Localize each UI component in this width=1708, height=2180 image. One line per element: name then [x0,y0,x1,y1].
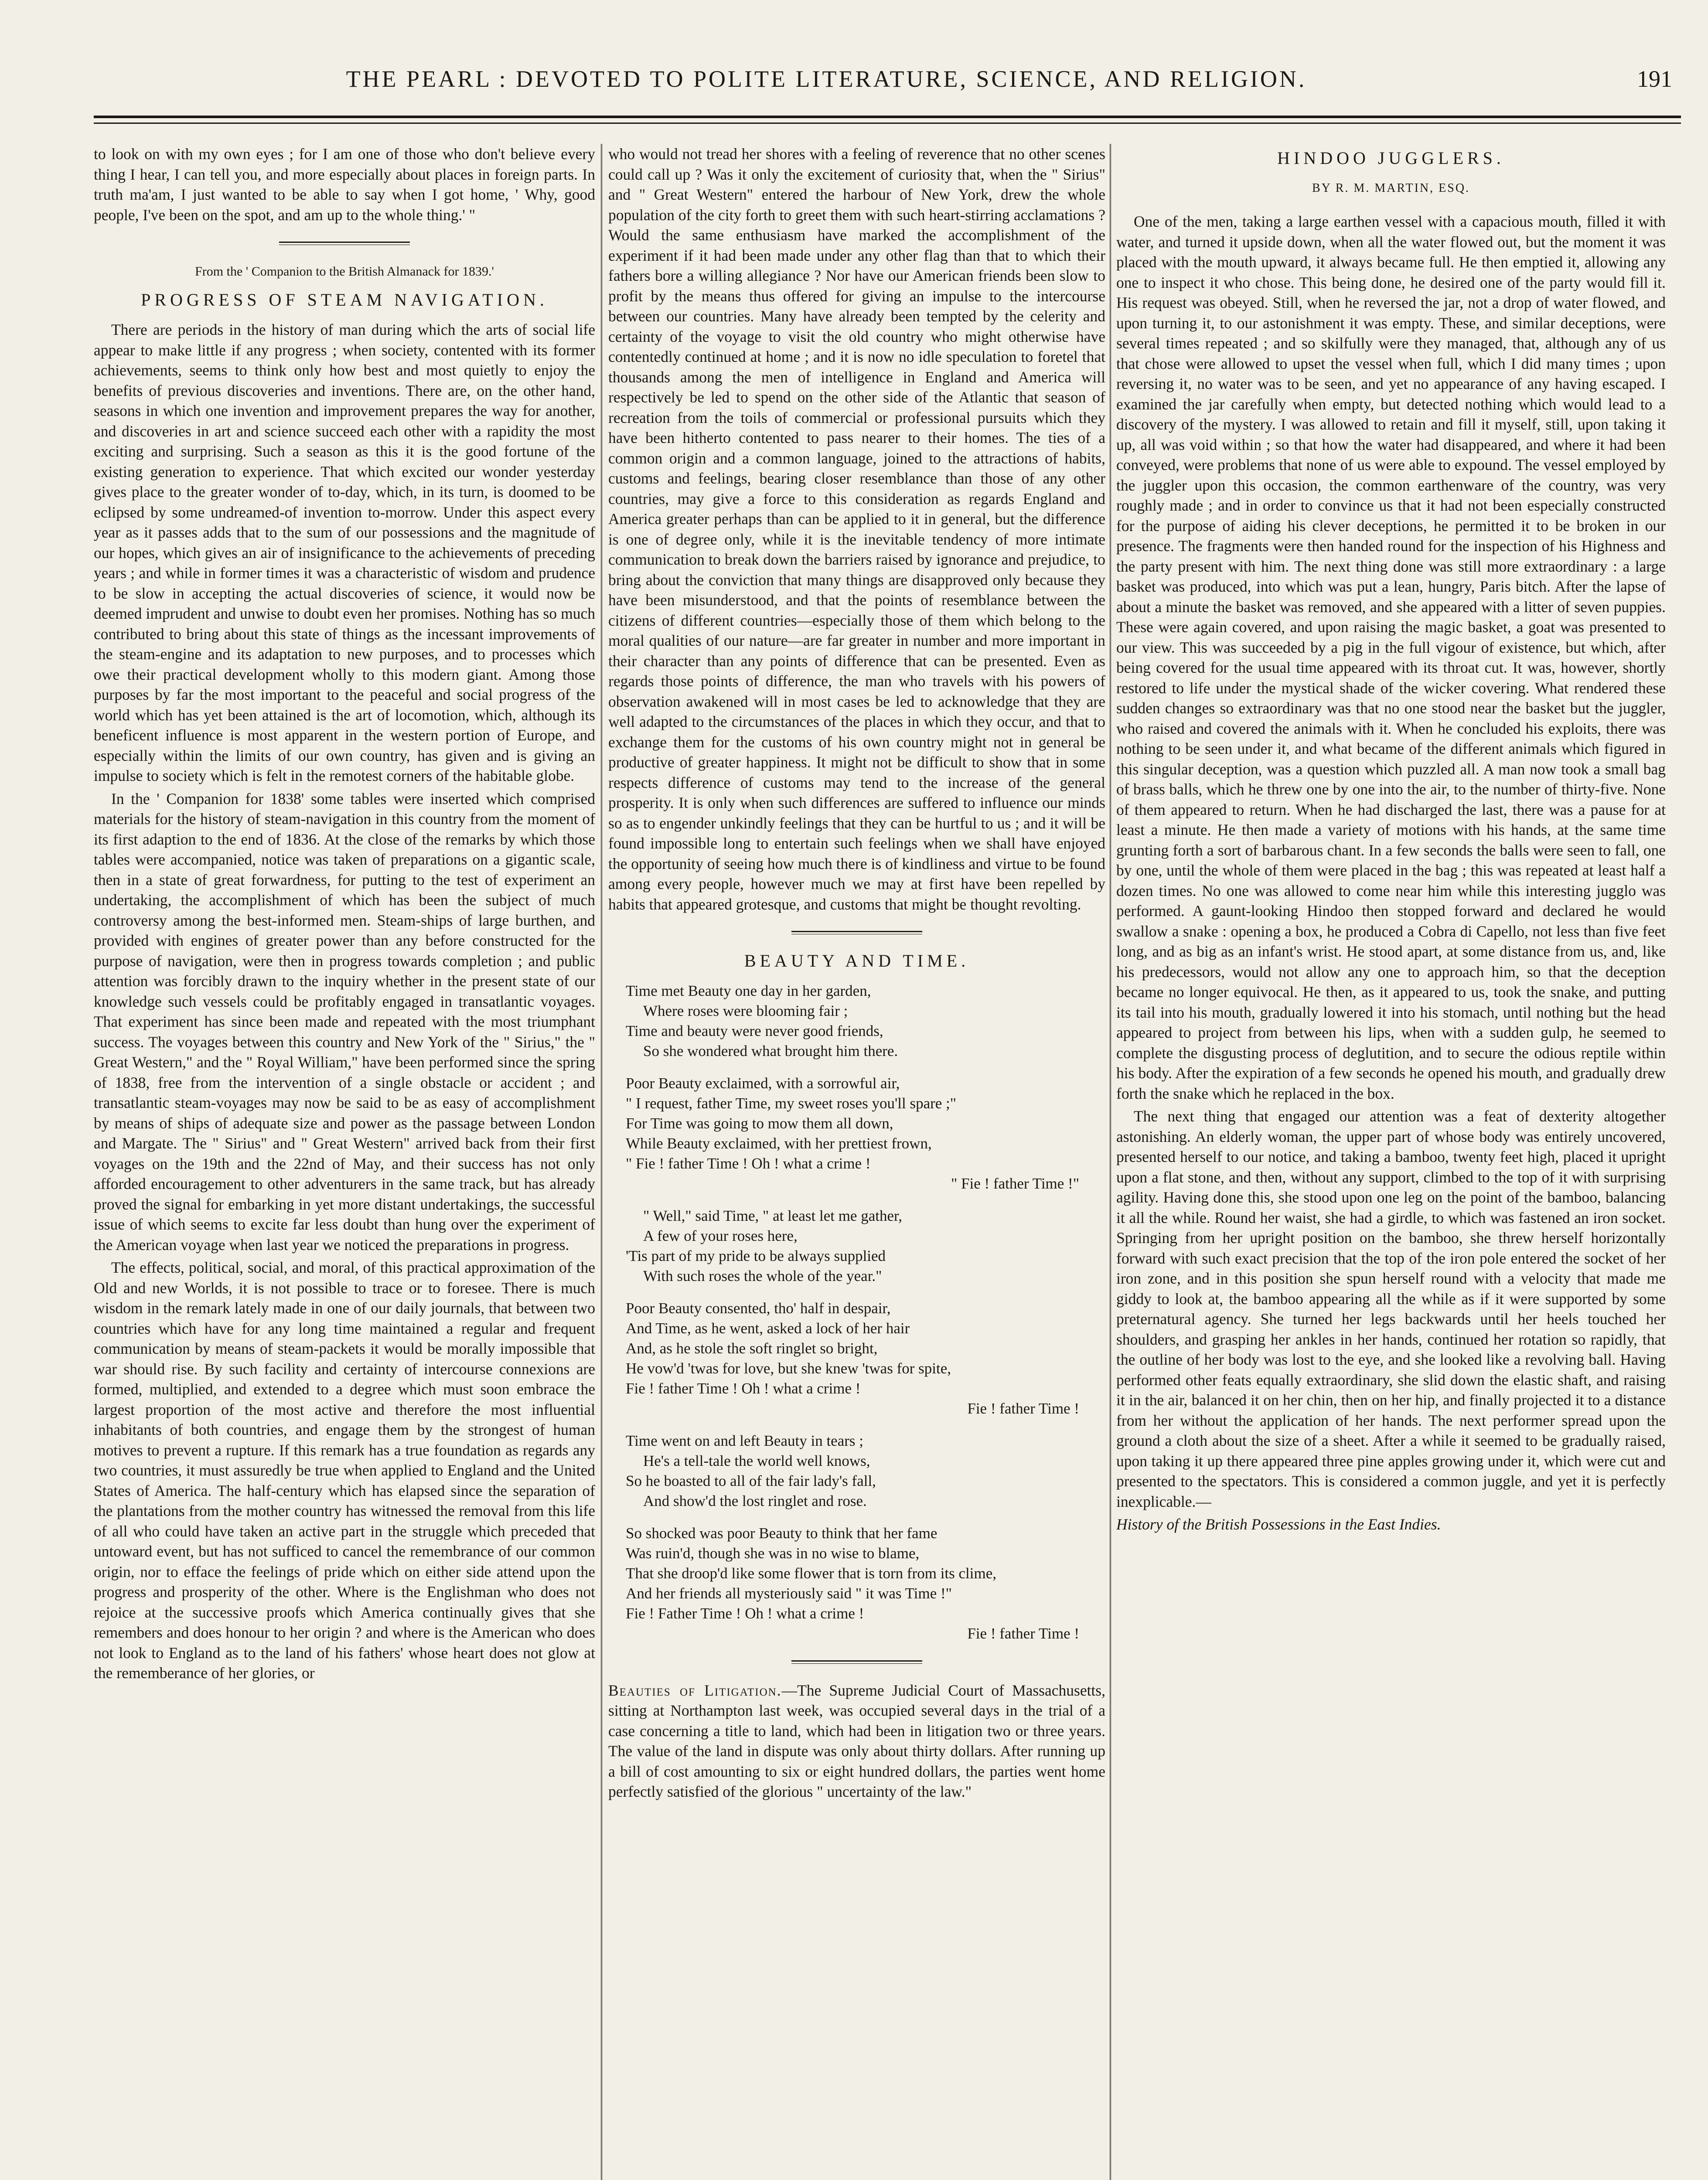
poem-line: " I request, father Time, my sweet roses you'll spare ;" [626,1094,957,1112]
poem-line: Where roses were blooming fair ; [643,1002,848,1019]
poem-line: And Time, as he went, asked a lock of her hair [626,1319,910,1337]
poem-line: And show'd the lost ringlet and rose. [643,1492,867,1509]
intro-paragraph: to look on with my own eyes ; for I am one of those who don't believe every thing I hear, I can tell you, and more especially about places in foreign parts. In truth ma'am, I just wanted to be able to say when I got home, ' Why, good people, I've been on the spot, and am up to the whole thing.' " [94,145,595,224]
poem-line: He's a tell-tale the world well knows, [643,1452,870,1469]
page-header [94,65,1690,113]
article-paragraph: There are periods in the history of man during which the arts of social life appear to make little if any progress ; when society, contented with its former achievements, seems to think only how best and most quietly to enjoy the benefits of previous discoveries and inventions. There are, on the other hand, seasons in which one invention and improvement prepares the way for another, and discoveries in art and science succeed each other with a rapidity the most exciting and surprising. Such a season as this it is the good fortune of the existing generation to experience. That which excited our wonder yesterday gives place to the greater wonder of to-day, which, in its turn, is doomed to be eclipsed by some undreamed-of invention to-morrow. Under this aspect every year as it passes adds that to the sum of our possessions and the magnitude of our hopes, which gives an air of insignificance to the achievements of preceding years ; and while in former times it was a characteristic of wisdom and prudence to be slow in accepting the actual discoveries of science, it would now be deemed imprudent and unwise to doubt even her promises. Nothing has so much contributed to bring about this state of things as the incessant improvements of the steam-engine and its adaptation to new purposes, and to processes which owe their practical development wholly to this modern giant. Among those purposes by far the most important to the peaceful and social progress of the world which has yet been attained is the art of locomotion, which, although its beneficent influence is most apparent in the western portion of Europe, and especially within the limits of our own country, has given and is giving an impulse to society which is felt in the remotest corners of the habitable globe. [94,321,595,784]
poem-line: Was ruin'd, though she was in no wise to blame, [626,1544,920,1562]
section-divider [279,242,410,245]
poem-line: For Time was going to mow them all down, [626,1114,893,1132]
section-title: PROGRESS OF STEAM NAVIGATION. [141,290,548,310]
header-rule [94,116,1681,124]
poem-line: Fie ! father Time ! [967,1625,1079,1642]
column-divider-2 [1110,144,1111,2180]
litigation-paragraph [608,1680,1105,1802]
poem-line: So he boasted to all of the fair lady's fall, [626,1472,876,1489]
citation: History of the British Possessions in the East Indies. [1116,1516,1441,1533]
poem-line: Fie ! father Time ! [967,1400,1079,1417]
poem-line: A few of your roses here, [643,1227,798,1244]
section-divider [791,931,922,934]
article-paragraph: In the ' Companion for 1838' some tables were inserted which comprised materials for the history of steam-navigation in this country from the moment of its first adaption to the end of 1836. At the close of the remarks by which those tables were accompanied, notice was taken of preparations on a gigantic scale, then in a state of great forwardness, for putting to the test of experiment an undertaking, the accomplishment of which has been the subject of much controversy among the best-informed men. Steam-ships of large burthen, and provided with engines of greater power than any before constructed for the purpose of navigation, were then in progress towards completion ; and public attention was forcibly drawn to the inquiry whether in the present state of our knowledge such vessels could be profitably engaged in transatlantic voyages. That experiment has since been made and repeated with the most triumphant success. The voyages between this country and New York of the " Sirius," the " Great Western," and the " Royal William," have been performed since the spring of 1838, free from the intervention of a single obstacle or accident ; and transatlantic steam-voyages may now be said to be as easy of accomplishment by means of ships of adequate size and power as the passage between London and Margate. The " Sirius" and " Great Western" arrived back from their first voyages on the 19th and the 22nd of May, and their success has not only afforded encouragement to other adventurers in the same track, but has already proved the signal for embarking in yet more distant undertakings, the successful issue of which seems to excite far less doubt than hung over the experiment of the American voyage when last year we noticed the preparations in progress. [94,790,595,1254]
poem-line: So she wondered what brought him there. [643,1042,898,1059]
poem-line: Fie ! Father Time ! Oh ! what a crime ! [626,1604,864,1622]
poem [626,981,1105,1644]
source-line: From the ' Companion to the British Almanack for 1839.' [195,264,494,279]
litigation-heading: Beauties of Litigation. [608,1681,782,1699]
poem-stanza [626,1206,1105,1286]
article-paragraph: The effects, political, social, and moral, of this practical approximation of the Old and new Worlds, it is not possible to trace or to foresee. There is much wisdom in the remark lately made in one of our daily journals, that between two countries which have for any long time maintained a regular and frequent communication by means of steam-packets it would be morally impossible that war should rise. By such facility and certainty of intercourse connexions are formed, multiplied, and extended to a degree which must soon embrace the largest proportion of the most active and therefore the most influential inhabitants of both countries, and engage them by the strongest of human motives to prevent a rupture. If this remark has a true foundation as regards any two countries, it must assuredly be true when applied to England and the United States of America. The half-century which has elapsed since the separation of the plantations from the mother country has witnessed the removal from this life of all who could have taken an active part in the struggle which preceded that untoward event, but has not sufficed to cancel the remembrance of our common origin, nor to efface the feelings of pride which on either side attend upon the progress and prosperity of the other. Where is the Englishman who does not rejoice at the successive proofs which America continually gives that she remembers and does honour to her origin ? and where is the American who does not look to England as to the land of his fathers' whose heart does not glow at the rememberance of her glories, or [94,1259,595,1682]
page-number: 191 [1637,66,1672,92]
poem-title: BEAUTY AND TIME. [744,951,970,971]
article-paragraph: The next thing that engaged our attention was a feat of dexterity altogether astonishing. An elderly woman, the upper part of whose body was entirely uncovered, presented herself to our notice, and taking a bamboo, twenty feet high, placed it upright upon a flat stone, and then, without any support, climbed to the top of it with surprising agility. Having done this, she stood upon one leg on the point of the bamboo, balancing it all the while. Round her waist, she had a girdle, to which was fastened an iron socket. Springing from her upright position on the bamboo, she threw herself horizontally forward with such exact precision that the top of the iron pole entered the socket of her iron zone, and in this position she spun herself round with a velocity that made me giddy to look at, the bamboo appearing all the while as if it were supported by some preternatural agency. She turned her legs backwards until her heels touched her shoulders, and grasping her ankles in her hands, continued her rotation so rapidly, that the outline of her body was lost to the eye, and she looked like a revolving ball. Having performed other feats equally extraordinary, she slid down the elastic shaft, and raising it in the air, balanced it on her chin, then on her hip, and finally projected it to a distance from her without the application of her hands. The next performer spread upon the ground a cloth about the size of a sheet. After a while it seemed to be gradually raised, upon taking it up there appeared three pine apples growing under it, which were cut and presented to the spectators. This is considered a common juggle, and yet it is perfectly inexplicable.— [1116,1107,1666,1510]
column-1 [94,144,595,2180]
article-paragraph: who would not tread her shores with a feeling of reverence that no other scenes could call up ? Was it only the excitement of curiosity that, when the " Sirius" and " Great Western" entered the harbour of New York, drew the whole population of the city forth to greet them with such heart-stirring acclamations ? Would the same enthusiasm have marked the accomplishment of the experiment if it had been made under any other flag than that to which their fathers bore a willing allegiance ? Nor have our American friends been slow to profit by the means thus offered for giving an impulse to the intercourse between our countries. Many have already been tempted by the celerity and certainty of the voyage to visit the old country who might otherwise have contentedly continued at home ; and it is now no idle speculation to foretel that thousands among the men of intelligence in England and America will respectively be led to spend on the other side of the Atlantic that season of recreation from the toils of commercial or professional pursuits which they have been hitherto contented to pass nearer to their homes. The ties of a common origin and a common language, joined to the attractions of habits, customs and feelings, bearing closer resemblance than those of any other countries, may give a force to this consideration as regards England and America greater perhaps than can be applied to it in general, but the difference is one of degree only, while it is the inevitable tendency of more intimate communication to break down the barriers raised by ignorance and prejudice, to bring about the conviction that many things are disapproved only because they have been misunderstood, and that the points of resemblance between the citizens of different countries—especially those of them which belong to the moral qualities of our nature—are far greater in number and more important in their character than any points of difference that can be presented. Even as regards those points of difference, the man who travels with his powers of observation awakened will in most cases be led to acknowledge that they are well adapted to the circumstances of the places in which they occur, and that to exchange them for the customs of his own country might not in general be productive of greater happiness. It might not be difficult to show that in some respects difference of customs may tend to the increase of the general prosperity. It is only when such differences are suffered to influence our minds so as to engender unkindly feelings that they can be hurtful to us ; and it will be found impossible long to entertain such feelings when we shall have enjoyed the opportunity of seeing how much there is of kindliness and virtue to be found among every people, however much we may at first have been repelled by habits that appeared grotesque, and customs that might be thought revolting. [608,145,1105,913]
poem-stanza [626,1073,1105,1194]
column-divider-1 [601,144,602,2180]
column-3 [1116,144,1666,2180]
poem-line: And, as he stole the soft ringlet so bright, [626,1339,878,1357]
poem-line: He vow'd 'twas for love, but she knew 'twas for spite, [626,1359,951,1377]
poem-line: Poor Beauty exclaimed, with a sorrowful air, [626,1074,900,1092]
poem-line: 'Tis part of my pride to be always supplied [626,1247,886,1264]
poem-stanza [626,1298,1105,1419]
litigation-text: —The Supreme Judicial Court of Massachusetts, sitting at Northampton last week, was occupied several days in the trial of a case concerning a title to land, which had been in litigation two or three years. The value of the land in dispute was only about thirty dollars. After running up a bill of cost amounting to six or eight hundred dollars, the parties went home perfectly satisfied of the glorious " uncertainty of the law." [608,1681,1105,1800]
poem-line: While Beauty exclaimed, with her prettiest frown, [626,1134,932,1152]
poem-line: That she droop'd like some flower that is torn from its clime, [626,1564,997,1582]
poem-line: Time went on and left Beauty in tears ; [626,1432,863,1449]
article-title: HINDOO JUGGLERS. [1277,148,1505,168]
poem-stanza [626,1431,1105,1511]
poem-line: So shocked was poor Beauty to think that her fame [626,1524,938,1542]
byline: BY R. M. MARTIN, ESQ. [1312,181,1470,195]
poem-line: Fie ! father Time ! Oh ! what a crime ! [626,1380,861,1397]
poem-line: " Well," said Time, " at least let me gather, [643,1207,903,1224]
poem-line: " Fie ! father Time !" [951,1175,1079,1192]
poem-line: Time met Beauty one day in her garden, [626,982,871,999]
poem-stanza [626,981,1105,1061]
section-divider [791,1660,922,1664]
poem-line: " Fie ! father Time ! Oh ! what a crime ! [626,1155,871,1172]
poem-line: Time and beauty were never good friends, [626,1022,883,1039]
poem-line: And her friends all mysteriously said " it was Time !" [626,1584,952,1602]
column-2 [608,144,1105,2180]
journal-title: THE PEARL : DEVOTED TO POLITE LITERATURE, SCIENCE, AND RELIGION. [346,66,1307,92]
poem-stanza [626,1523,1105,1644]
article-paragraph: One of the men, taking a large earthen vessel with a capacious mouth, filled it with water, and turned it upside down, when all the water flowed out, but the moment it was placed with the mouth upward, it always became full. He then emptied it, allowing any one to inspect it who chose. This being done, he desired one of the party would fill it. His request was obeyed. Still, when he reversed the jar, not a drop of water flowed, and upon turning it, to our astonishment it was empty. These, and similar deceptions, were several times repeated ; and so skilfully were they managed, that, although any of us that chose were allowed to upset the vessel when full, which I did many times ; upon reversing it, no water was to be seen, and yet no appearance of any having escaped. I examined the jar carefully when empty, but detected nothing which would lead to a discovery of the mystery. I was allowed to retain and fill it myself, still, upon taking it up, all was void within ; so that how the water had disappeared, and where it had been conveyed, were problems that none of us were able to expound. The vessel employed by the juggler upon this occasion, the common earthenware of the country, was very roughly made ; and in order to convince us that it had not been especially constructed for the purpose of aiding his clever deceptions, he permitted it to be broken in our presence. The fragments were then handed round for the inspection of his Highness and the party present with him. The next thing done was still more extraordinary : a large basket was produced, into which was put a lean, hungry, Paris bitch. After the lapse of about a minute the basket was removed, and she appeared with a litter of seven puppies. These were again covered, and upon raising the magic basket, a goat was presented to our view. This was succeeded by a pig in the full vigour of existence, but which, after being covered for the usual time appeared with its throat cut. It was, however, shortly restored to life under the mystical shade of the wicker covering. What rendered these sudden changes so extraordinary was that no one stood near the basket but the juggler, who raised and covered the animals with it. When he concluded his exploits, there was nothing to be seen under it, and what became of the different animals which figured in this singular deception, was a question which puzzled all. A man now took a small bag of brass balls, which he threw one by one into the air, to the number of thirty-five. None of them appeared to return. When he had discharged the last, there was a pause for at least a minute. He then made a variety of motions with his hands, at the same time grunting forth a sort of barbarous chant. In a few seconds the balls were seen to fall, one by one, until the whole of them were placed in the bag ; this was repeated at least half a dozen times. No one was allowed to come near him while this interesting jugglo was performed. A gaunt-looking Hindoo then stopped forward and declared he would swallow a snake : opening a box, he produced a Cobra di Capello, not less than five feet long, and as big as an infant's wrist. He stood apart, at some distance from us, and, like his predecessors, would not allow any one to approach him, so that the deception became no longer equivocal. He then, as it appeared to us, took the snake, and putting its tail into his mouth, gradually lowered it into his stomach, until nothing but the head appeared to project from between his lips, when with a sudden gulp, he seemed to complete the disgusting process of deglutition, and to secure the odious reptile within his body. After the expiration of a few seconds he opened his mouth, and gradually drew forth the snake which he replaced in the box. [1116,213,1666,1102]
poem-line: With such roses the whole of the year." [643,1267,882,1284]
poem-line: Poor Beauty consented, tho' half in despair, [626,1299,891,1317]
